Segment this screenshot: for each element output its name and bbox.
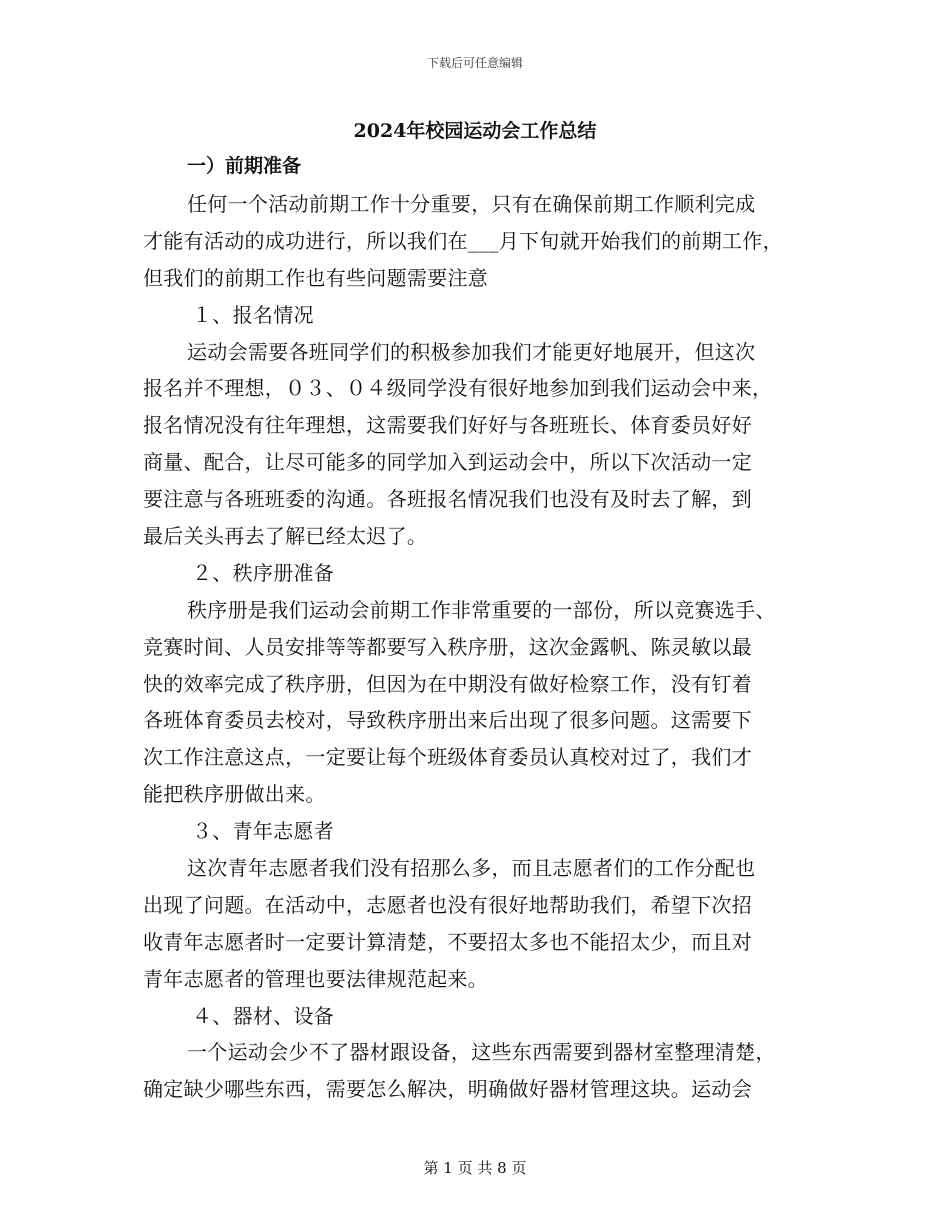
text-line: 收青年志愿者时一定要计算清楚，不要招太多也不能招太少，而且对	[143, 929, 752, 954]
page-header-note: 下载后可任意编辑	[426, 56, 523, 70]
text-line: 但我们的前期工作也有些问题需要注意	[143, 265, 489, 290]
text-line: 最后关头再去了解已经太迟了。	[143, 524, 428, 549]
document-title: 2024年校园运动会工作总结	[353, 120, 597, 142]
text-line: 次工作注意这点，一定要让每个班级体育委员认真校对过了，我们才	[143, 745, 752, 770]
subsection-heading: ３、青年志愿者	[192, 819, 335, 844]
section-heading: 一）前期准备	[187, 155, 302, 177]
text-line: 快的效率完成了秩序册，但因为在中期没有做好检察工作，没有钉着	[143, 671, 752, 696]
text-line: 才能有活动的成功进行，所以我们在___月下旬就开始我们的前期工作，	[143, 228, 783, 253]
text-line: 商量、配合，让尽可能多的同学加入到运动会中，所以下次活动一定	[143, 450, 752, 475]
paragraph-lines	[143, 186, 823, 1108]
text-line: 任何一个活动前期工作十分重要，只有在确保前期工作顺利完成	[187, 192, 756, 216]
text-line: 能把秩序册做出来。	[143, 782, 326, 807]
text-line: 秩序册是我们运动会前期工作非常重要的一部份，所以竞赛选手、	[187, 597, 776, 622]
text-line: 青年志愿者的管理也要法律规范起来。	[143, 966, 489, 991]
text-line: 这次青年志愿者我们没有招那么多，而且志愿者们的工作分配也	[187, 856, 756, 881]
text-line: 报名并不理想，０３、０４级同学没有很好地参加到我们运动会中来，	[143, 376, 773, 401]
text-line: 运动会需要各班同学们的积极参加我们才能更好地展开，但这次	[187, 339, 756, 364]
text-line: 一个运动会少不了器材跟设备，这些东西需要到器材室整理清楚，	[187, 1040, 776, 1065]
text-line: 要注意与各班班委的沟通。各班报名情况我们也没有及时去了解，到	[143, 487, 752, 512]
subsection-heading: ４、器材、设备	[192, 1003, 335, 1028]
text-line: 确定缺少哪些东西，需要怎么解决，明确做好器材管理这块。运动会	[143, 1077, 752, 1102]
document-body	[143, 146, 823, 1108]
text-line: 各班体育委员去校对，导致秩序册出来后出现了很多问题。这需要下	[143, 708, 752, 733]
text-line: 出现了问题。在活动中，志愿者也没有很好地帮助我们，希望下次招	[143, 892, 752, 917]
subsection-heading: １、报名情况	[192, 302, 314, 327]
text-line: 报名情况没有往年理想，这需要我们好好与各班班长、体育委员好好	[143, 413, 752, 438]
subsection-heading: ２、秩序册准备	[192, 560, 335, 585]
text-line: 竞赛时间、人员安排等等都要写入秩序册，这次金露帆、陈灵敏以最	[143, 634, 752, 659]
page-footer: 第 1 页 共 8 页	[423, 1159, 527, 1177]
